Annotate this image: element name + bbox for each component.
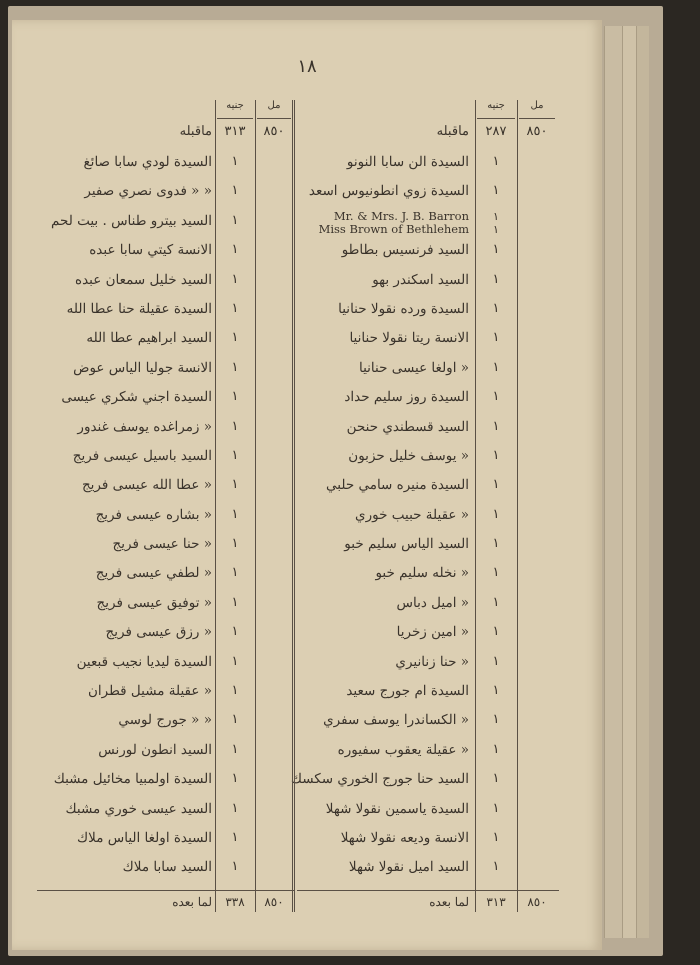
donation-amount: ١	[231, 154, 239, 169]
page-edge	[636, 26, 649, 938]
donation-amount: ١	[231, 594, 239, 610]
ledger-row	[297, 650, 559, 679]
ledger-row	[37, 503, 294, 532]
donor-name: « لطفي عيسى فريج	[95, 565, 212, 582]
donation-amount: ١	[231, 300, 239, 316]
ledger-row	[37, 209, 294, 238]
page-edge	[604, 26, 623, 938]
ledger-row	[297, 268, 559, 297]
left-rows	[37, 150, 294, 885]
donation-amount: ١	[231, 859, 239, 875]
donor-name: السيد سابا ملاك	[122, 859, 212, 876]
donor-name: « يوسف خليل حزبون	[348, 447, 469, 464]
donation-amount: ١	[231, 447, 239, 463]
donation-amount: ١	[231, 683, 239, 699]
header-mil: مل	[257, 100, 291, 119]
ledger-row	[297, 179, 559, 208]
ledger-row	[297, 238, 559, 267]
donor-name: السيدة ليديا نجيب قبعين	[76, 653, 212, 670]
donation-amount: ١	[231, 271, 239, 287]
footer-guinea: ٣٣٨	[225, 895, 245, 909]
donation-amount: ١	[492, 771, 500, 787]
donor-name: « نخله سليم خبو	[375, 565, 469, 582]
ledger-row	[297, 855, 559, 884]
footer-mil: ٨٥٠	[527, 895, 547, 909]
donation-amount: ١	[492, 506, 500, 522]
donation-amount: ١	[492, 741, 500, 757]
ledger-row	[37, 767, 294, 796]
ledger-row	[37, 708, 294, 737]
ledger-row	[297, 444, 559, 473]
donation-amount: ١	[492, 300, 500, 316]
donor-name: السيدة الن سابا النونو	[346, 154, 469, 170]
ledger-row	[37, 268, 294, 297]
carry-mil: ٨٥٠	[263, 124, 285, 139]
donation-amount: ١	[231, 242, 239, 258]
ledger-row	[297, 209, 559, 238]
ledger-row	[297, 385, 559, 414]
ledger-row	[297, 473, 559, 502]
donor-name: الانسة ريتا نقولا حنانيا	[349, 330, 469, 347]
ledger-row	[297, 591, 559, 620]
donation-amount-line: ١	[493, 209, 499, 223]
right-footer	[297, 895, 559, 915]
ledger-row	[297, 326, 559, 355]
total-rule	[297, 890, 559, 891]
donation-amount: ١	[492, 829, 500, 845]
donation-amount: ١	[492, 330, 500, 346]
donation-amount: ١	[231, 477, 239, 493]
donation-amount: ١	[492, 183, 500, 199]
donation-amount: ١	[492, 624, 500, 640]
donor-name: « بشاره عيسى فريج	[95, 506, 212, 523]
ledger-row	[37, 679, 294, 708]
donor-name: « امين زخريا	[396, 624, 469, 641]
donation-amount: ١	[231, 330, 239, 346]
donor-name: السيد الياس سليم خبو	[344, 536, 469, 553]
donation-amount: ١	[492, 800, 500, 816]
header-guinea: جنيه	[217, 100, 253, 119]
ledger-row	[297, 708, 559, 737]
donor-name: السيدة اولغا الياس ملاك	[77, 829, 212, 846]
ledger-row	[297, 415, 559, 444]
ledger-row	[37, 561, 294, 590]
donor-name: « حنا زنانيري	[395, 653, 469, 670]
left-ledger	[37, 100, 294, 912]
donation-amount	[477, 210, 515, 236]
ledger-row	[297, 561, 559, 590]
donor-name: « رزق عيسى فريج	[105, 624, 212, 641]
footer-guinea: ٣١٣	[486, 895, 506, 909]
page-number: ١٨	[297, 56, 317, 77]
donor-name: « حنا عيسى فريج	[112, 536, 212, 553]
donor-name: السيد اسكندر بهو	[372, 271, 469, 288]
donation-amount: ١	[231, 389, 239, 405]
carry-guinea: ٣١٣	[224, 124, 246, 139]
ledger-row	[37, 179, 294, 208]
donation-amount: ١	[492, 653, 500, 669]
donor-name: السيدة زوي انطونيوس اسعد	[308, 183, 469, 200]
header-mil: مل	[519, 100, 555, 119]
donor-name: السيد انطون لورنس	[98, 741, 212, 758]
donor-name: « اميل دباس	[396, 594, 469, 611]
ledger-row	[297, 620, 559, 649]
donor-name: السيدة عقيلة حنا عطا الله	[66, 300, 212, 317]
footer-label: لما بعده	[429, 895, 469, 909]
page-edge	[622, 26, 637, 938]
donor-name-line: Miss Brown of Bethlehem	[318, 221, 469, 236]
carry-forward	[37, 124, 294, 146]
ledger-row	[37, 238, 294, 267]
donation-amount: ١	[231, 212, 239, 228]
donation-amount: ١	[231, 506, 239, 522]
donation-amount: ١	[231, 536, 239, 552]
carry-mil: ٨٥٠	[526, 124, 548, 139]
donation-amount: ١	[231, 653, 239, 669]
donor-name: الانسة جوليا الياس عوض	[73, 359, 212, 376]
footer-label: لما بعده	[172, 895, 212, 909]
ledger-row	[37, 385, 294, 414]
right-ledger	[290, 100, 559, 912]
ledger-row	[297, 150, 559, 179]
donor-name: السيدة منيره سامي حلبي	[326, 477, 469, 494]
carry-label: ماقبله	[436, 124, 469, 139]
ledger-row	[37, 855, 294, 884]
donation-amount: ١	[231, 741, 239, 757]
ledger-row	[37, 650, 294, 679]
ledger-row	[37, 297, 294, 326]
donation-amount: ١	[492, 242, 500, 258]
donor-name: السيدة لودي سابا صائغ	[83, 154, 212, 170]
footer-mil: ٨٥٠	[264, 895, 284, 909]
donor-name: « عقيلة حبيب خوري	[355, 506, 469, 523]
total-rule	[37, 890, 294, 891]
donation-amount: ١	[231, 712, 239, 728]
donor-name: الانسة كيتي سابا عبده	[89, 242, 212, 259]
donor-name: السيدة اجني شكري عيسى	[61, 389, 212, 406]
donor-name-line: Mr. & Mrs. J. B. Barron	[333, 208, 469, 223]
carry-forward	[297, 124, 559, 146]
ledger-row	[297, 503, 559, 532]
donor-name: السيدة ورده نقولا حنانيا	[338, 300, 469, 317]
donor-name: السيد ابراهيم عطا الله	[86, 330, 212, 347]
ledger-row	[297, 797, 559, 826]
donation-amount: ١	[231, 800, 239, 816]
donor-name: السيد قسطندي حنحن	[346, 418, 469, 435]
donation-amount: ١	[492, 594, 500, 610]
donor-name: « « جورج لوسي	[118, 712, 212, 729]
donor-name: « الكساندرا يوسف سفري	[323, 712, 469, 729]
ledger-row	[37, 738, 294, 767]
donor-name: « توفيق عيسى فريج	[96, 594, 212, 611]
donor-name: « زمراغده يوسف غندور	[77, 418, 212, 435]
header-guinea: جنيه	[477, 100, 515, 119]
carry-guinea: ٢٨٧	[485, 124, 507, 139]
donor-name	[319, 210, 469, 236]
donor-name: السيد خليل سمعان عبده	[75, 271, 212, 288]
donor-name: السيد اميل نقولا شهلا	[348, 859, 469, 876]
donor-name: السيدة ياسمين نقولا شهلا	[325, 800, 469, 817]
donor-name: السيد باسيل عيسى فريج	[72, 447, 212, 464]
donation-amount: ١	[492, 359, 500, 375]
carry-label: ماقبله	[179, 124, 212, 139]
ledger-row	[37, 444, 294, 473]
ledger-row	[290, 767, 559, 796]
donor-name: الانسة وديعه نقولا شهلا	[340, 829, 469, 846]
donation-amount: ١	[492, 389, 500, 405]
donation-amount: ١	[492, 447, 500, 463]
donor-name: « عطا الله عيسى فريج	[81, 477, 212, 494]
ledger-row	[37, 473, 294, 502]
donation-amount: ١	[492, 536, 500, 552]
left-footer	[37, 895, 294, 915]
ledger-row	[297, 532, 559, 561]
donor-name: السيد فرنسيس بطاطو	[341, 242, 469, 259]
donor-name: السيد حنا جورج الخوري سكسك	[290, 771, 469, 788]
ledger-row	[37, 356, 294, 385]
donation-amount: ١	[492, 565, 500, 581]
donation-amount: ١	[231, 624, 239, 640]
document-page	[12, 20, 602, 950]
donation-amount: ١	[231, 418, 239, 434]
donation-amount: ١	[492, 859, 500, 875]
donation-amount: ١	[492, 271, 500, 287]
ledger-row	[297, 679, 559, 708]
donor-name: السيد بيترو طناس . بيت لحم	[51, 212, 212, 229]
right-rows	[290, 150, 559, 885]
donor-name: السيد عيسى خوري مشبك	[65, 800, 212, 817]
ledger-row	[37, 591, 294, 620]
donor-name: « اولغا عيسى حنانيا	[358, 359, 469, 376]
ledger-row	[297, 826, 559, 855]
donation-amount: ١	[231, 771, 239, 787]
ledger-row	[37, 532, 294, 561]
donor-name: « عقيلة يعقوب سفيوره	[337, 741, 469, 758]
donation-amount: ١	[231, 565, 239, 581]
donation-amount: ١	[231, 359, 239, 375]
ledger-row	[37, 150, 294, 179]
donation-amount: ١	[231, 183, 239, 199]
ledger-row	[37, 326, 294, 355]
donation-amount: ١	[231, 829, 239, 845]
donor-name: « عقيلة مشيل قطران	[87, 683, 212, 700]
ledger-row	[297, 297, 559, 326]
ledger-row	[297, 356, 559, 385]
ledger-row	[37, 415, 294, 444]
ledger-row	[37, 797, 294, 826]
donation-amount: ١	[492, 477, 500, 493]
donor-name: السيدة ام جورج سعيد	[346, 683, 469, 700]
donation-amount-line: ١	[493, 222, 499, 236]
donor-name: « « فدوى نصري صفير	[84, 183, 212, 200]
book-page-stack	[8, 6, 663, 956]
ledger-row	[37, 826, 294, 855]
donation-amount: ١	[492, 418, 500, 434]
donor-name: السيدة اولمبيا مخائيل مشبك	[53, 771, 212, 788]
donation-amount: ١	[492, 154, 500, 169]
donation-amount: ١	[492, 712, 500, 728]
donation-amount: ١	[492, 683, 500, 699]
ledger-row	[297, 738, 559, 767]
donor-name: السيدة روز سليم حداد	[344, 389, 469, 406]
ledger-row	[37, 620, 294, 649]
